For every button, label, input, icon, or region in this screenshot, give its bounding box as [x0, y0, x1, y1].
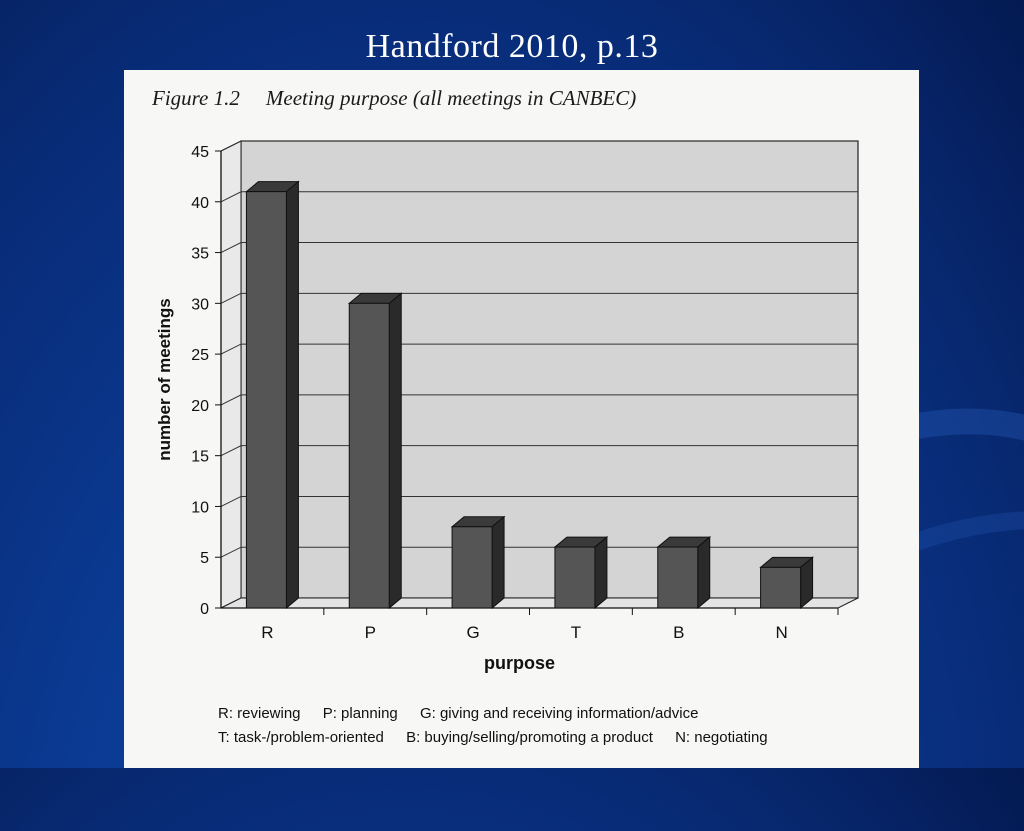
bar: [555, 547, 595, 608]
x-tick-label: T: [570, 623, 582, 642]
legend-item: B: buying/selling/promoting a product: [406, 729, 653, 746]
legend-row: [218, 702, 786, 726]
bar: [246, 192, 286, 608]
bar: [658, 547, 698, 608]
plot-side-wall: [221, 141, 241, 608]
figure-title: Meeting purpose (all meetings in CANBEC): [265, 86, 637, 110]
bar: [349, 303, 389, 608]
y-tick-label: 5: [200, 550, 209, 568]
y-tick-label: 45: [191, 144, 209, 161]
x-tick-label: R: [261, 623, 274, 642]
legend-row: [218, 726, 786, 750]
x-tick-label: B: [673, 623, 685, 642]
bar-side-face: [286, 182, 298, 608]
y-tick-label: 10: [191, 499, 209, 517]
y-tick-label: 35: [191, 245, 209, 263]
scanned-figure: [124, 70, 919, 768]
bar-chart: [124, 70, 919, 700]
legend-item: R: reviewing: [218, 705, 301, 722]
slide-title: Handford 2010, p.13: [365, 28, 659, 65]
y-tick-label: 30: [191, 296, 209, 314]
bar: [761, 567, 801, 608]
y-tick-label: 0: [200, 601, 209, 618]
bar-side-face: [698, 537, 710, 608]
x-tick-label: G: [466, 623, 480, 642]
x-tick-label: N: [775, 623, 788, 642]
figure-label: Figure 1.2: [152, 86, 240, 110]
bar-side-face: [595, 537, 607, 608]
legend-item: N: negotiating: [675, 729, 768, 746]
y-tick-label: 15: [191, 448, 209, 466]
x-axis-title: purpose: [483, 653, 556, 673]
y-tick-label: 40: [191, 194, 209, 212]
y-tick-label: 20: [191, 397, 209, 415]
y-axis-title: number of meetings: [155, 298, 174, 461]
bar-side-face: [492, 517, 504, 608]
legend-item: G: giving and receiving information/advice: [419, 705, 699, 722]
chart-legend: [218, 702, 786, 750]
x-tick-label: P: [364, 623, 376, 642]
bar: [452, 527, 492, 608]
legend-item: P: planning: [322, 705, 398, 722]
legend-item: T: task-/problem-oriented: [218, 729, 384, 746]
plot-back-wall: [241, 141, 858, 598]
bar-side-face: [389, 293, 401, 608]
y-tick-label: 25: [191, 347, 209, 365]
